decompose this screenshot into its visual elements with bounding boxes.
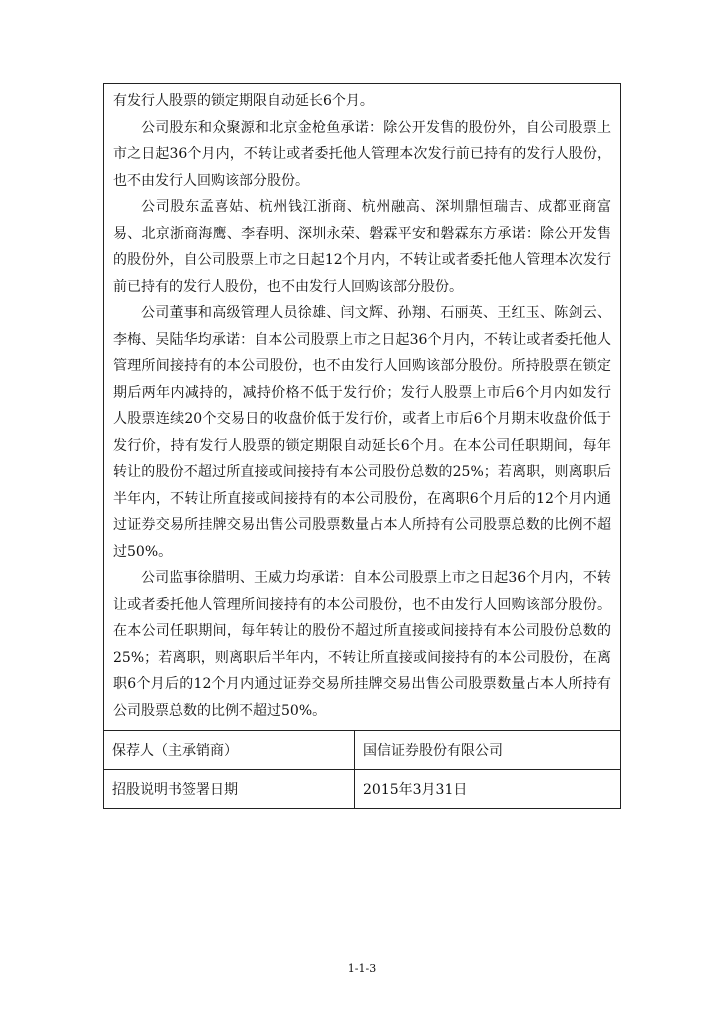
paragraph-supervisor-commitment: 公司监事徐腊明、王威力均承诺：自本公司股票上市之日起36个月内，不转让或者委托他人管理所间接持有的本公司股份，也不由发行人回购该部分股份。在本公司任职期间，每年转让的股份不超过所直接或间接持有本公司股份总数的25%；若离职，则离职后半年内，不转让所直接或间接持有的本公司股份，在离职6个月后的12个月内通过证券交易所挂牌交易出售公司股票数量占本人所持有公司股票总数的比例不超过50%。 xyxy=(113,570,611,719)
lockup-commitments-cell xyxy=(104,84,620,730)
paragraph-continuation: 有发行人股票的锁定期限自动延长6个月。 xyxy=(113,93,374,109)
paragraph-shareholder-commitment-12m: 公司股东孟喜姑、杭州钱江浙商、杭州融高、深圳鼎恒瑞吉、成都亚商富易、北京浙商海鹰、李春明、深圳永荣、磐霖平安和磐霖东方承诺：除公开发售的股份外，自公司股票上市之日起12个月内，不转让或者委托他人管理本次发行前已持有的发行人股份，也不由发行人回购该部分股份。 xyxy=(113,199,611,295)
table-row-signing-date xyxy=(104,769,620,808)
sponsor-label: 保荐人（主承销商） xyxy=(104,731,355,769)
paragraph-shareholder-commitment-36m: 公司股东和众聚源和北京金枪鱼承诺：除公开发售的股份外，自公司股票上市之日起36个月内，不转让或者委托他人管理本次发行前已持有的发行人股份，也不由发行人回购该部分股份。 xyxy=(113,119,611,189)
paragraph-director-commitment: 公司董事和高级管理人员徐雄、闫文辉、孙翔、石丽英、王红玉、陈剑云、李梅、吴陆华均承诺：自本公司股票上市之日起36个月内，不转让或者委托他人管理所间接持有的本公司股份，也不由发行人回购该部分股份。所持股票在锁定期后两年内减持的，减持价格不低于发行价；发行人股票上市后6个月内如发行人股票连续20个交易日的收盘价低于发行价，或者上市后6个月期末收盘价低于发行价，持有发行人股票的锁定期限自动延长6个月。在本公司任职期间，每年转让的股份不超过所直接或间接持有本公司股份总数的25%；若离职，则离职后半年内，不转让所直接或间接持有的本公司股份，在离职6个月后的12个月内通过证券交易所挂牌交易出售公司股票数量占本人所持有公司股票总数的比例不超过50%。 xyxy=(113,305,611,560)
table-row-sponsor xyxy=(104,730,620,769)
document-table xyxy=(103,83,621,809)
signing-date-value: 2015年3月31日 xyxy=(363,782,468,798)
sponsor-value: 国信证券股份有限公司 xyxy=(363,743,503,759)
page-number: 1-1-3 xyxy=(347,962,377,975)
signing-date-label: 招股说明书签署日期 xyxy=(104,770,355,808)
